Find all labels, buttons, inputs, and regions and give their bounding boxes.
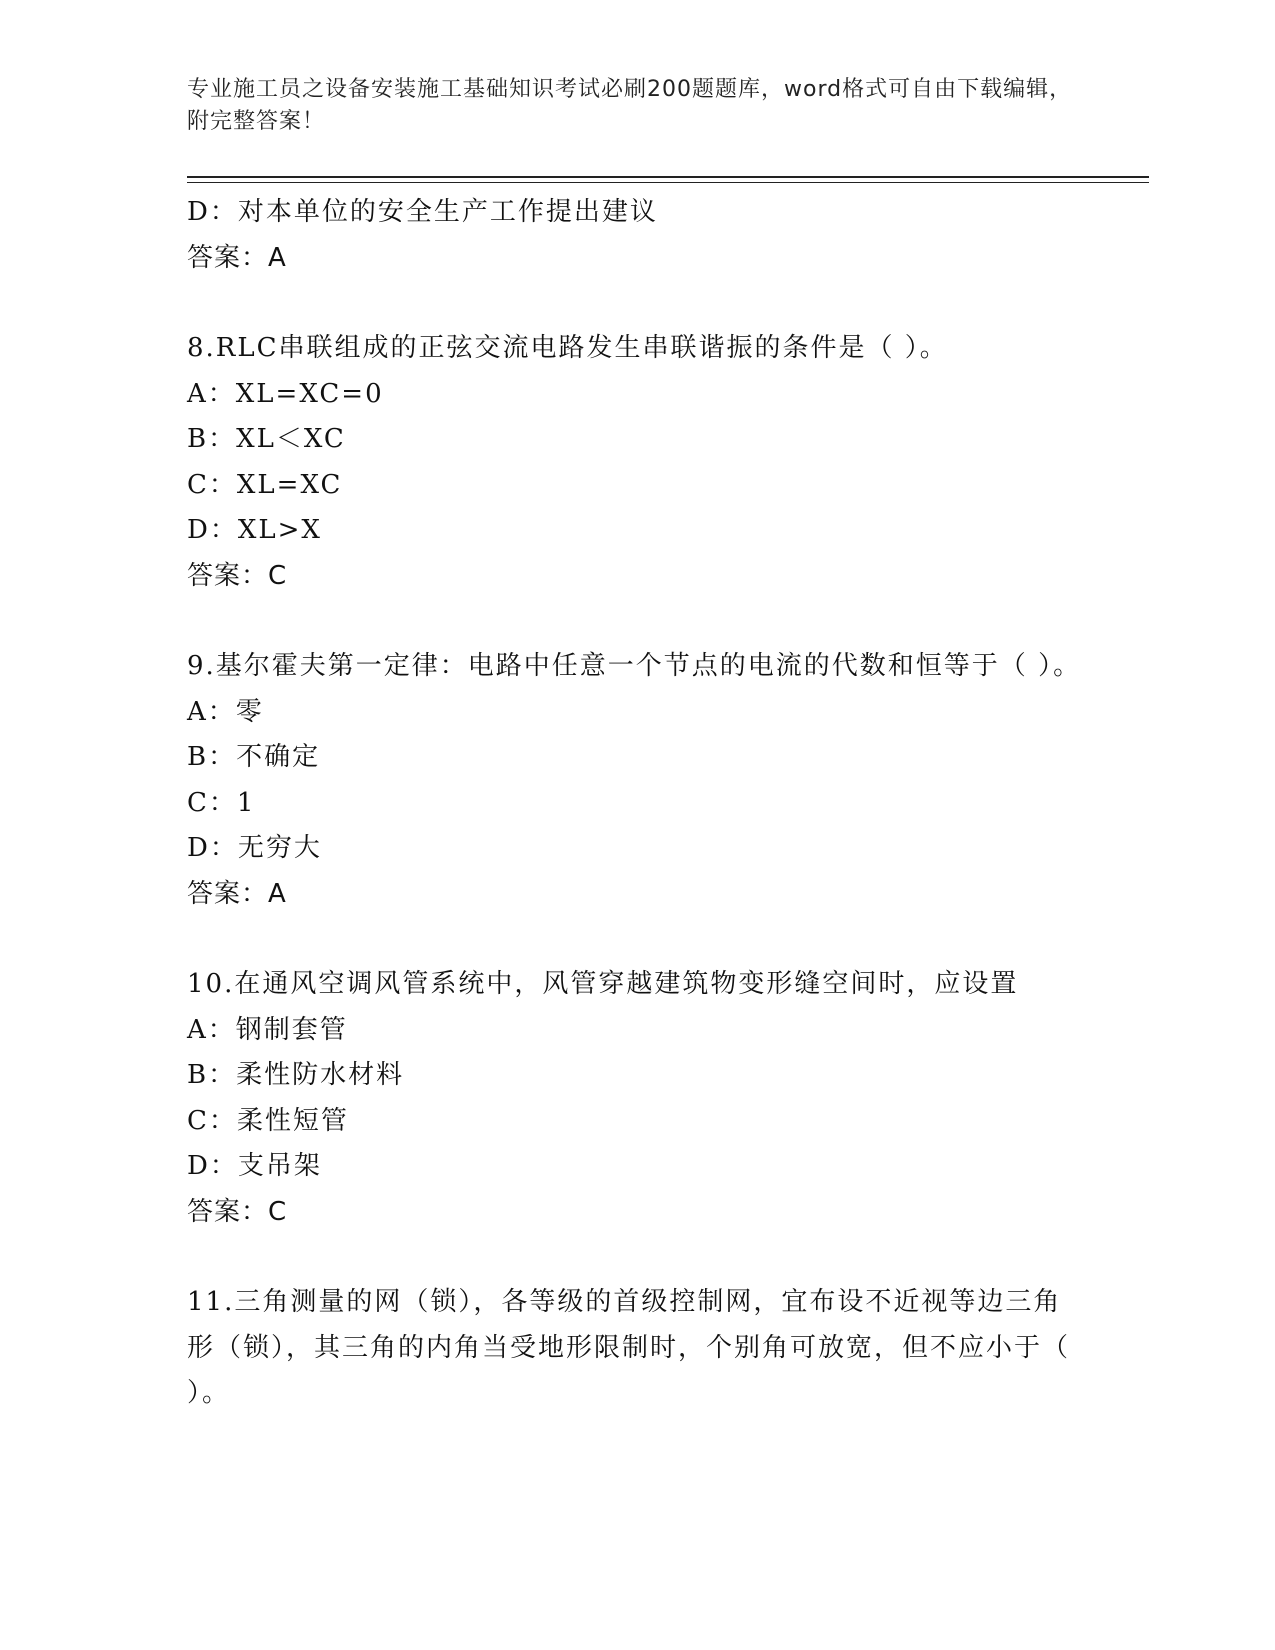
document-body [187,190,1087,1417]
question-10 [187,962,1087,1235]
option-a: A：零 [187,696,264,727]
answer: 答案：C [187,560,288,591]
option-c: C：1 [187,787,256,818]
option-b: B：XL＜XC [187,424,346,454]
question-stem: 9.基尔霍夫第一定律：电路中任意一个节点的电流的代数和恒等于（ ）。 [187,651,1082,681]
option-d: D：支吊架 [187,1151,322,1181]
option-a: A：XL=XC=0 [187,378,384,409]
option-a: A：钢制套管 [187,1014,348,1045]
option-b: B：不确定 [187,742,321,772]
question-stem: 10.在通风空调风管系统中，风管穿越建筑物变形缝空间时，应设置 [187,969,1019,999]
question-11 [187,1280,1087,1417]
carryover-answer: 答案：A [187,242,287,273]
answer: 答案：A [187,878,287,909]
carryover-option-d: D：对本单位的安全生产工作提出建议 [187,197,658,227]
question-stem: 8.RLC串联组成的正弦交流电路发生串联谐振的条件是（ ）。 [187,333,948,363]
document-title: 专业施工员之设备安装施工基础知识考试必刷200题题库，word格式可自由下载编辑，附完整答案！ [187,77,1073,134]
header-divider [187,176,1149,183]
question-stem: 11.三角测量的网（锁），各等级的首级控制网，宜布设不近视等边三角形（锁），其三角的内角当受地形限制时，个别角可放宽，但不应小于（ ）。 [187,1287,1071,1408]
answer: 答案：C [187,1196,288,1227]
option-d: D：无穷大 [187,833,322,863]
option-c: C：XL=XC [187,469,343,500]
question-9 [187,644,1087,917]
question-8 [187,326,1087,599]
option-d: D：XL>X [187,515,322,545]
option-c: C：柔性短管 [187,1105,349,1136]
page-header [187,74,1087,138]
option-b: B：柔性防水材料 [187,1060,405,1090]
